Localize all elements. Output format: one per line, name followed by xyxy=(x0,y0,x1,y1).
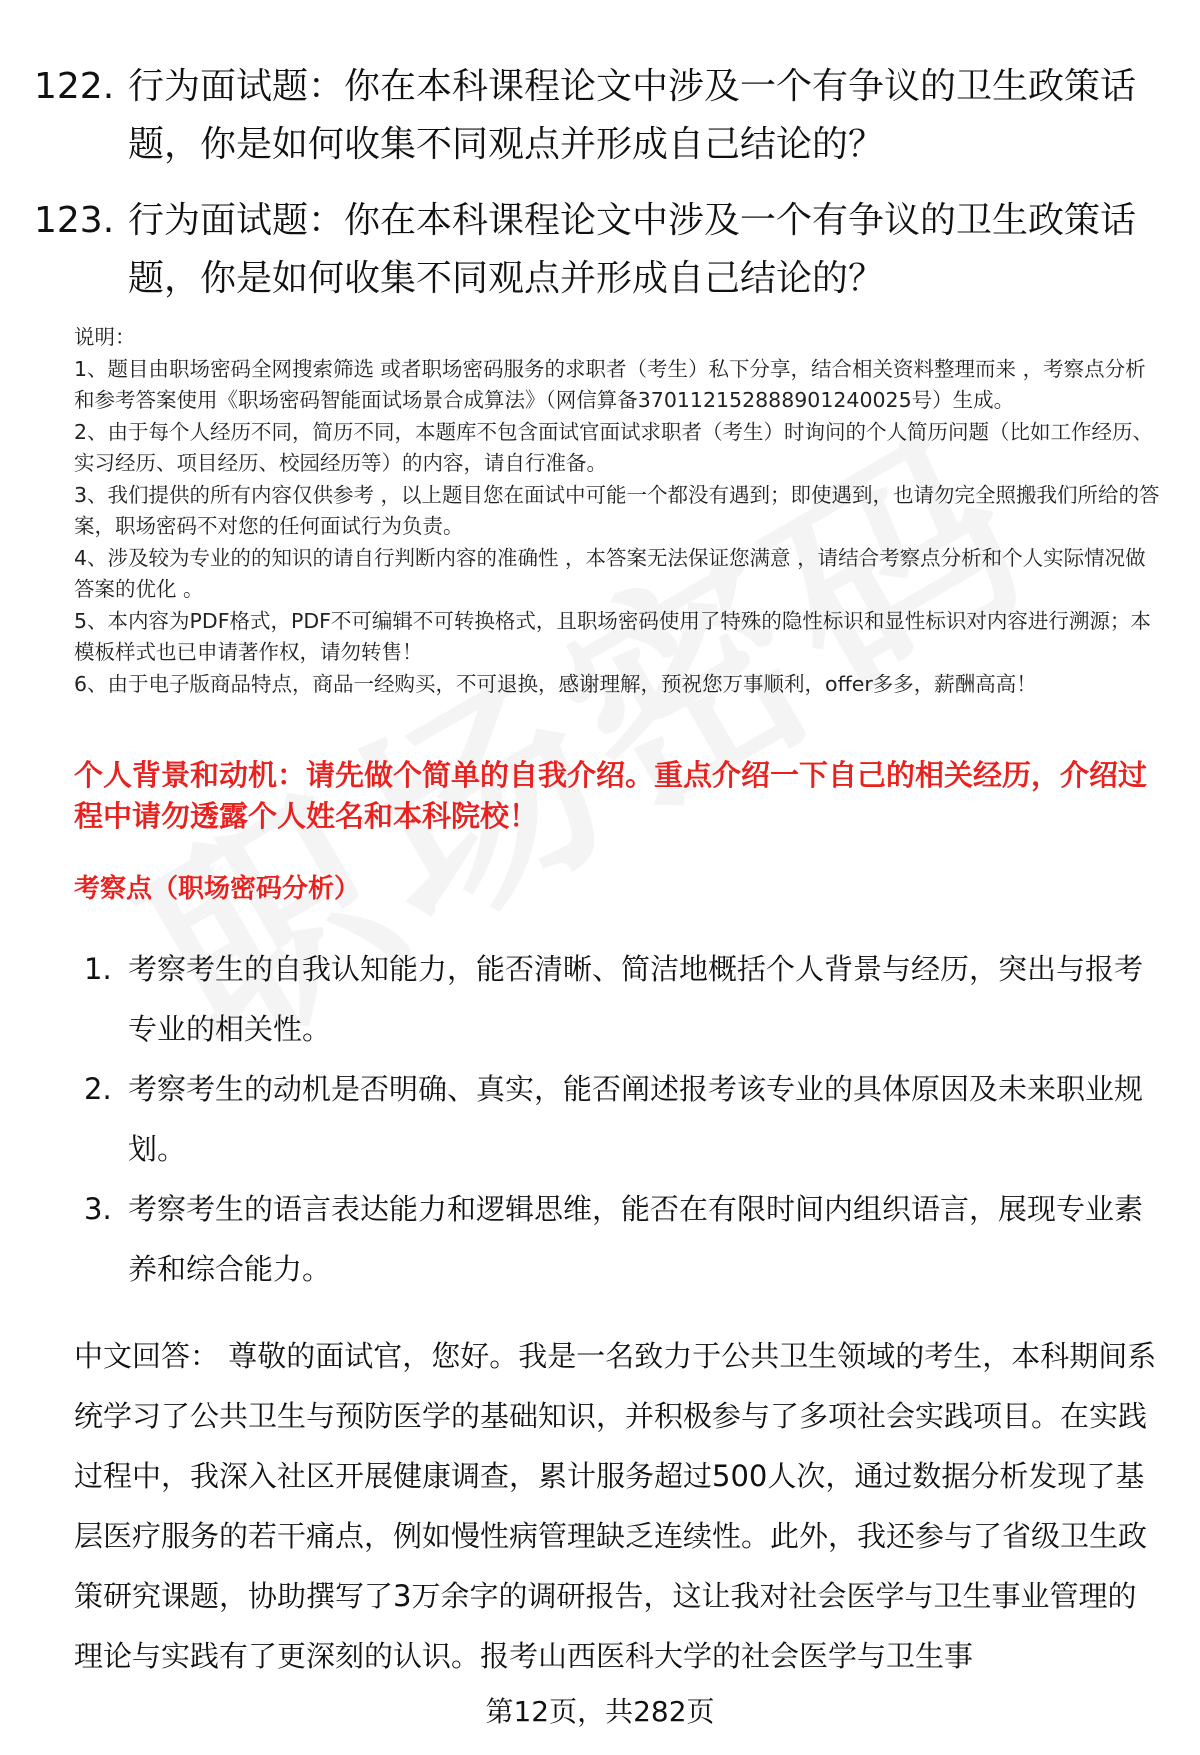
notes-title: 说明： xyxy=(74,325,136,349)
question-number: 122. xyxy=(34,66,115,107)
note-item: 1、题目由职场密码全网搜索筛选 或者职场密码服务的求职者（考生）私下分享，结合相关资料整理而来 ，考察点分析和参考答案使用《职场密码智能面试场景合成算法》（网信算备370112152888901240025号）生成。 xyxy=(74,356,1146,412)
point-text: 考察考生的动机是否明确、真实，能否阐述报考该专业的具体原因及未来职业规划。 xyxy=(128,1072,1144,1166)
note-item: 4、涉及较为专业的的知识的请自行判断内容的准确性 ，本答案无法保证您满意 ，请结合考察点分析和个人实际情况做答案的优化 。 xyxy=(74,545,1146,601)
interview-prompt: 个人背景和动机：请先做个简单的自我介绍。重点介绍一下自己的相关经历，介绍过程中请勿透露个人姓名和本科院校！ xyxy=(74,758,1148,833)
note-item: 6、由于电子版商品特点，商品一经购买，不可退换，感谢理解，预祝您万事顺利，offer多多，薪酬高高！ xyxy=(74,671,1037,696)
point-number: 2. xyxy=(84,1072,112,1106)
note-item: 3、我们提供的所有内容仅供参考 ，以上题目您在面试中可能一个都没有遇到；即使遇到，也请勿完全照搬我们所给的答案，职场密码不对您的任何面试行为负责。 xyxy=(74,482,1160,538)
note-item: 5、本内容为PDF格式，PDF不可编辑不可转换格式，且职场密码使用了特殊的隐性标识和显性标识对内容进行溯源；本模板样式也已申请著作权，请勿转售！ xyxy=(74,608,1151,664)
question-text: 行为面试题：你在本科课程论文中涉及一个有争议的卫生政策话题，你是如何收集不同观点并形成自己结论的？ xyxy=(128,66,1137,165)
note-item: 2、由于每个人经历不同，简历不同，本题库不包含面试官面试求职者（考生）时询问的个人简历问题（比如工作经历、实习经历、项目经历、校园经历等）的内容，请自行准备。 xyxy=(74,419,1154,475)
analysis-heading: 考察点（职场密码分析） xyxy=(74,874,361,904)
analysis-point xyxy=(74,1059,1164,1179)
question-122 xyxy=(34,58,1154,174)
question-123 xyxy=(34,192,1154,308)
answer-text: 中文回答： 尊敬的面试官，您好。我是一名致力于公共卫生领域的考生，本科期间系统学习了公共卫生与预防医学的基础知识，并积极参与了多项社会实践项目。在实践过程中，我深入社区开展健康调查，累计服务超过500人次，通过数据分析发现了基层医疗服务的若干痛点，例如慢性病管理缺乏连续性。此外，我还参与了省级卫生政策研究课题，协助撰写了3万余字的调研报告，这让我对社会医学与卫生事业管理的理论与实践有了更深刻的认识。报考山西医科大学的社会医学与卫生事 xyxy=(74,1339,1157,1673)
point-text: 考察考生的自我认知能力，能否清晰、简洁地概括个人背景与经历，突出与报考专业的相关性。 xyxy=(128,952,1144,1046)
point-text: 考察考生的语言表达能力和逻辑思维，能否在有限时间内组织语言，展现专业素养和综合能力。 xyxy=(128,1192,1144,1286)
point-number: 3. xyxy=(84,1192,112,1226)
page-footer: 第12页，共282页 xyxy=(485,1695,715,1728)
analysis-point xyxy=(74,939,1164,1059)
analysis-points xyxy=(74,939,1164,1299)
question-text: 行为面试题：你在本科课程论文中涉及一个有争议的卫生政策话题，你是如何收集不同观点并形成自己结论的？ xyxy=(128,200,1137,299)
disclaimer-notes xyxy=(74,322,1164,700)
analysis-point xyxy=(74,1179,1164,1299)
point-number: 1. xyxy=(84,952,112,986)
question-number: 123. xyxy=(34,200,115,241)
